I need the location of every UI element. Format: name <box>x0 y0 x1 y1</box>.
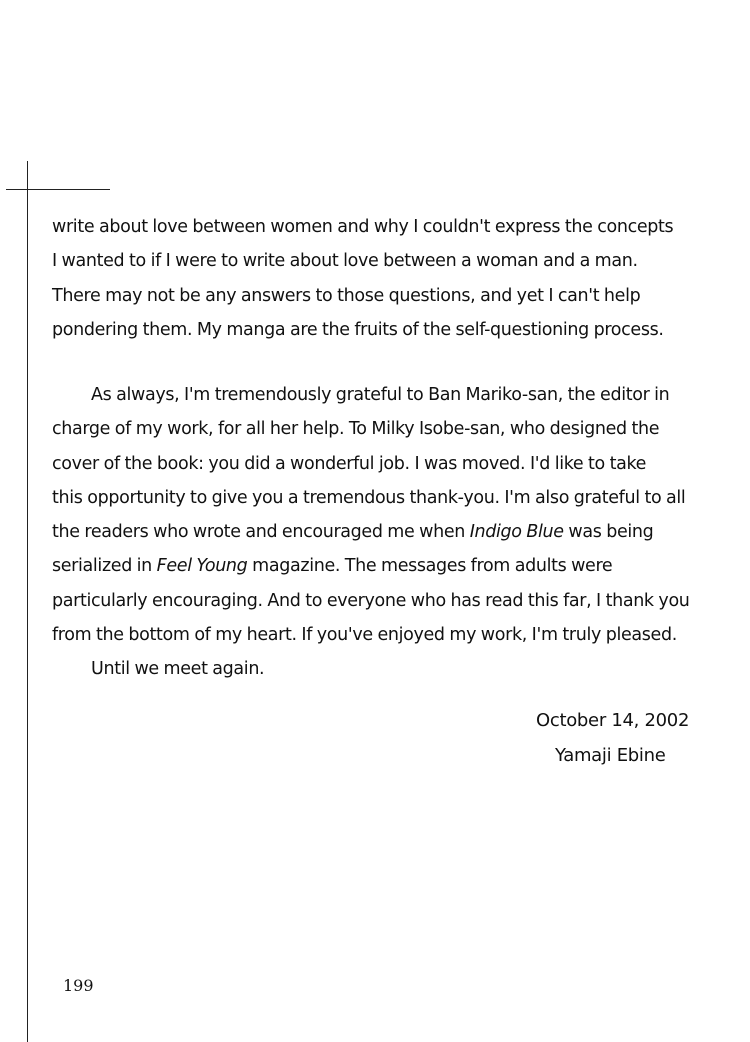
page-number: 199 <box>63 976 94 995</box>
text-line: There may not be any answers to those questions, and yet I can't help <box>52 285 641 306</box>
text-line: I wanted to if I were to write about love between a woman and a man. <box>52 251 638 272</box>
text-line <box>52 515 736 549</box>
text-line: particularly encouraging. And to everyone who has read this far, I thank you <box>52 590 690 611</box>
text-segment: the readers who wrote and encouraged me when <box>52 522 470 543</box>
text-line: charge of my work, for all her help. To Milky Isobe-san, who designed the <box>52 419 660 440</box>
text-line: this opportunity to give you a tremendous thank-you. I'm also grateful to all <box>52 487 686 508</box>
closing-line: Until we meet again. <box>91 659 265 680</box>
text-line: cover of the book: you did a wonderful job. I was moved. I'd like to take <box>52 453 647 474</box>
title-feel-young: Feel Young <box>156 556 248 577</box>
text-line <box>52 549 736 583</box>
thanks-paragraph <box>52 378 736 687</box>
text-segment: magazine. The messages from adults were <box>247 556 613 577</box>
text-line: write about love between women and why I couldn't express the concepts <box>52 217 674 237</box>
text-segment: serialized in <box>52 556 157 577</box>
continued-paragraph <box>52 210 736 347</box>
margin-horizontal-rule <box>6 189 110 190</box>
text-line: As always, I'm tremendously grateful to Ban Mariko-san, the editor in <box>91 385 670 405</box>
signature-date: October 14, 2002 <box>536 710 690 731</box>
text-segment: was being <box>563 522 654 543</box>
title-indigo-blue: Indigo Blue <box>469 522 564 543</box>
margin-vertical-rule <box>27 161 28 1042</box>
text-line: from the bottom of my heart. If you've enjoyed my work, I'm truly pleased. <box>52 625 677 646</box>
signature-author: Yamaji Ebine <box>555 745 666 766</box>
text-line: pondering them. My manga are the fruits of the self-questioning process. <box>52 319 664 340</box>
